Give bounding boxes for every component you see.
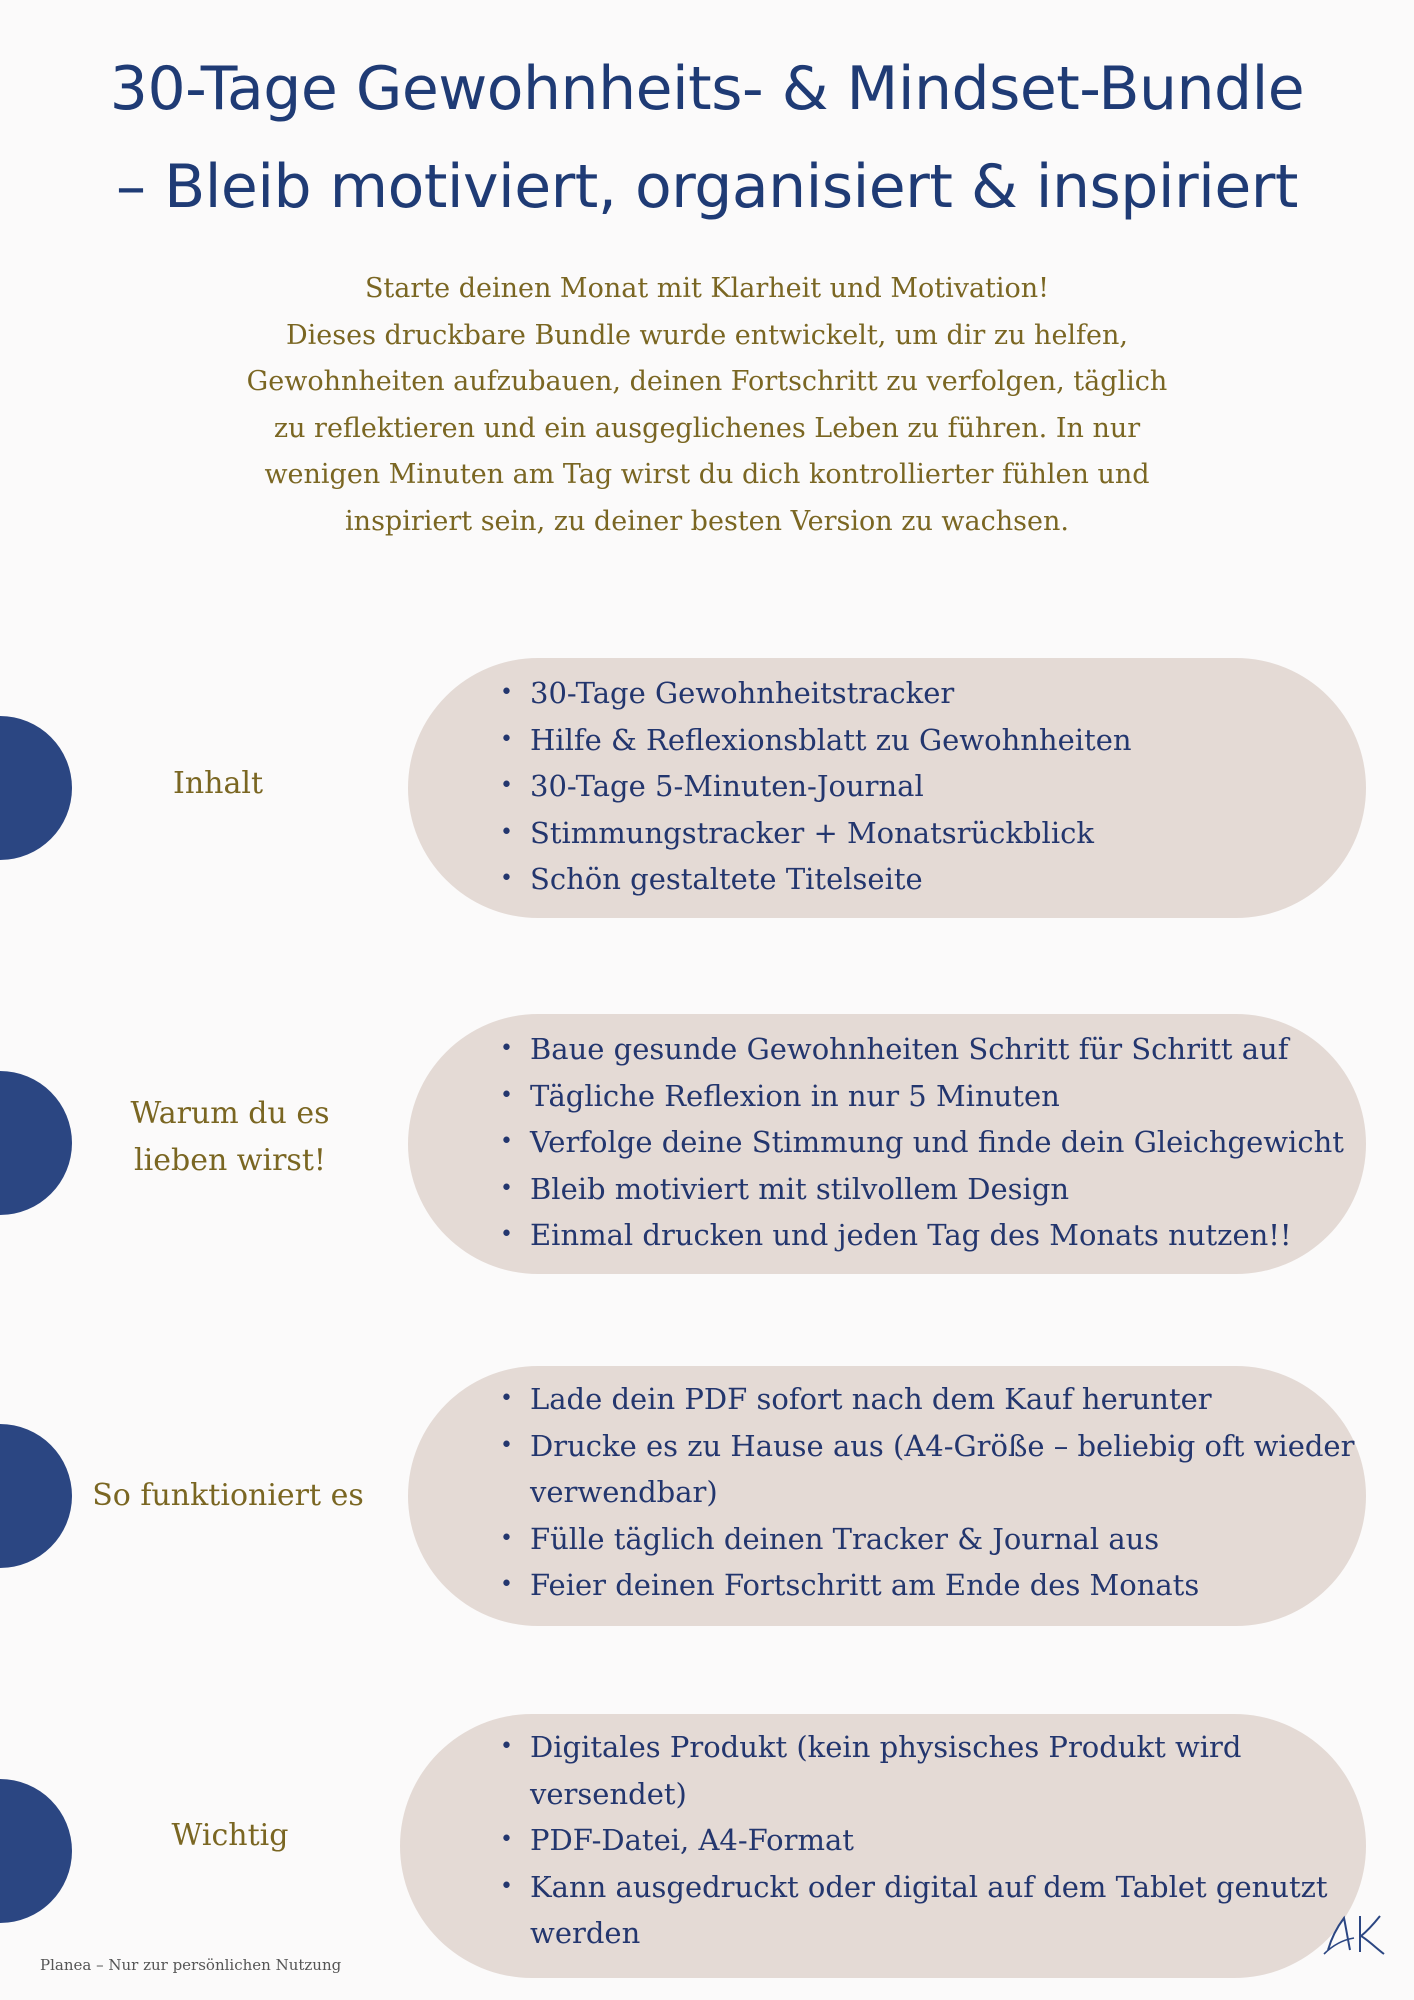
section-card-inhalt	[408, 658, 1366, 918]
feature-list	[498, 670, 1356, 903]
list-item: • Digitales Produkt (kein physisches Produkt wird versendet)	[498, 1724, 1356, 1817]
list-item: • Fülle täglich deinen Tracker & Journal aus	[498, 1516, 1356, 1563]
ak-monogram-logo	[1318, 1906, 1390, 1966]
intro-line: Starte deinen Monat mit Klarheit und Motivation!	[364, 273, 1050, 304]
list-item: • Kann ausgedruckt oder digital auf dem Tablet genutzt werden	[498, 1864, 1356, 1957]
footer-note: Planea – Nur zur persönlichen Nutzung	[40, 1956, 342, 1974]
section-marker-circle	[0, 1779, 72, 1923]
bullet-icon: •	[500, 1734, 513, 1759]
bullet-icon: •	[500, 1827, 513, 1852]
list-item: • Tägliche Reflexion in nur 5 Minuten	[498, 1073, 1356, 1120]
list-item: • Einmal drucken und jeden Tag des Monats nutzen!!	[498, 1212, 1356, 1259]
title-line-2: – Bleib motiviert, organisiert & inspiriert	[116, 152, 1298, 222]
bullet-icon: •	[500, 726, 513, 752]
bullet-icon: •	[500, 1222, 513, 1247]
section-label-warum: Warum du es lieben wirst!	[130, 1096, 330, 1178]
section-card-warum	[408, 1014, 1366, 1274]
bullet-icon: •	[500, 773, 513, 798]
page-title	[0, 40, 1414, 236]
bullet-icon: •	[500, 1525, 513, 1551]
intro-line: inspiriert sein, zu deiner besten Version zu wachsen.	[345, 505, 1069, 537]
bullet-icon: •	[500, 1129, 513, 1154]
feature-list	[498, 1026, 1356, 1259]
intro-paragraph	[232, 266, 1182, 545]
list-item: • Feier deinen Fortschritt am Ende des Monats	[498, 1562, 1356, 1609]
feature-list	[498, 1376, 1356, 1609]
list-item: • Schön gestaltete Titelseite	[498, 856, 1356, 903]
list-item: • Drucke es zu Hause aus (A4-Größe – beliebig oft wieder verwendbar)	[498, 1423, 1356, 1516]
section-marker-circle	[0, 1071, 72, 1215]
intro-line: Gewohnheiten aufzubauen, deinen Fortschritt zu verfolgen, täglich	[246, 366, 1168, 397]
section-label-so-funktioniert: So funktioniert es	[92, 1478, 364, 1513]
section-card-so-funktioniert	[408, 1366, 1366, 1626]
list-item: • Stimmungstracker + Monatsrückblick	[498, 810, 1356, 857]
list-item: • PDF-Datei, A4-Format	[498, 1817, 1356, 1864]
list-item: • Hilfe & Reflexionsblatt zu Gewohnheiten	[498, 717, 1356, 764]
bullet-icon: •	[500, 1175, 513, 1201]
section-marker-circle	[0, 1424, 72, 1568]
bullet-icon: •	[500, 1572, 513, 1597]
intro-line: zu reflektieren und ein ausgeglichenes Leben zu führen. In nur	[273, 412, 1141, 444]
intro-line: Dieses druckbare Bundle wurde entwickelt, um dir zu helfen,	[286, 319, 1128, 351]
intro-line: wenigen Minuten am Tag wirst du dich kontrollierter fühlen und	[264, 459, 1150, 490]
bullet-icon: •	[500, 1036, 513, 1061]
list-item: • Lade dein PDF sofort nach dem Kauf herunter	[498, 1376, 1356, 1423]
list-item: • 30-Tage 5-Minuten-Journal	[498, 763, 1356, 810]
bullet-icon: •	[500, 866, 513, 891]
bullet-icon: •	[500, 680, 513, 705]
bullet-icon: •	[500, 1873, 513, 1899]
bullet-icon: •	[500, 1386, 513, 1411]
section-marker-circle	[0, 716, 72, 860]
section-label-wichtig: Wichtig	[171, 1818, 289, 1853]
bullet-icon: •	[500, 1432, 513, 1458]
list-item: • Baue gesunde Gewohnheiten Schritt für Schritt auf	[498, 1026, 1356, 1073]
title-line-1: 30-Tage Gewohnheits- & Mindset-Bundle	[109, 54, 1305, 124]
bullet-icon: •	[500, 819, 513, 845]
section-card-wichtig	[400, 1714, 1366, 1978]
list-item: • Bleib motiviert mit stilvollem Design	[498, 1166, 1356, 1213]
list-item: • Verfolge deine Stimmung und finde dein Gleichgewicht	[498, 1119, 1356, 1166]
section-label-inhalt: Inhalt	[172, 766, 264, 801]
list-item: • 30-Tage Gewohnheitstracker	[498, 670, 1356, 717]
feature-list	[498, 1724, 1356, 1957]
bullet-icon: •	[500, 1082, 513, 1108]
